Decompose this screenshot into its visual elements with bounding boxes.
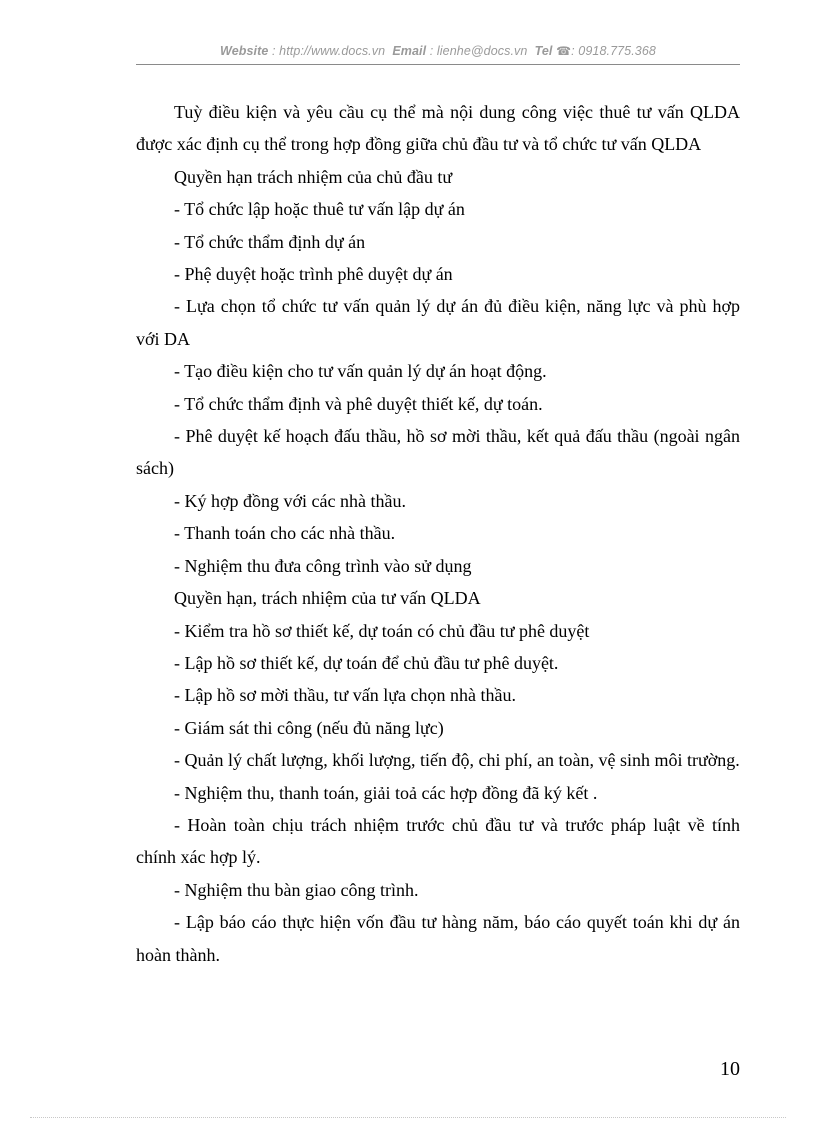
paragraph: - Thanh toán cho các nhà thầu. [174,523,396,544]
paragraph: - Phê duyệt kế hoạch đấu thầu, hồ sơ mời thầu, kết quả đấu thầu (ngoài ngân sách) [136,426,740,479]
paragraph: - Tổ chức thẩm định và phê duyệt thiết kế, dự toán. [174,393,543,414]
paragraph: - Hoàn toàn chịu trách nhiệm trước chủ đầu tư và trước pháp luật về tính chính xác hợp lý. [136,814,740,868]
paragraph: - Lập hồ sơ thiết kế, dự toán để chủ đầu tư phê duyệt. [174,652,559,673]
tel-label: Tel [534,44,553,58]
paragraph: - Tổ chức thẩm định dự án [174,231,366,252]
telephone-icon: ☎ [556,44,572,58]
paragraph: - Tổ chức lập hoặc thuê tư vấn lập dự án [174,199,465,220]
email-value: : lienhe@docs.vn [429,44,528,58]
paragraph: - Tạo điều kiện cho tư vấn quản lý dự án hoạt động. [174,361,547,382]
tel-value: : 0918.775.368 [571,44,656,58]
paragraph: - Lựa chọn tổ chức tư vấn quản lý dự án đủ điều kiện, năng lực và phù hợp với DA [136,296,740,349]
paragraph: - Giám sát thi công (nếu đủ năng lực) [174,717,444,738]
page-header [136,44,740,58]
paragraph: - Kiểm tra hồ sơ thiết kế, dự toán có chủ đầu tư phê duyệt [174,620,590,641]
page-number: 10 [720,1058,740,1080]
paragraph: Quyền hạn trách nhiệm của chủ đầu tư [174,166,453,187]
bottom-divider [30,1117,786,1118]
paragraph: - Quản lý chất lượng, khối lượng, tiến độ, chi phí, an toàn, vệ sinh môi trường. [174,750,740,771]
website-value: : http://www.docs.vn [272,44,386,58]
paragraph: - Phệ duyệt hoặc trình phê duyệt dự án [174,264,453,285]
paragraph: - Lập hồ sơ mời thầu, tư vấn lựa chọn nhà thầu. [174,685,516,706]
paragraph: - Nghiệm thu đưa công trình vào sử dụng [174,555,472,576]
paragraph: - Lập báo cáo thực hiện vốn đầu tư hàng năm, báo cáo quyết toán khi dự án hoàn thành. [136,912,740,965]
website-label: Website [220,44,269,58]
paragraph: - Nghiệm thu bàn giao công trình. [174,879,419,900]
paragraph: Tuỳ điều kiện và yêu cầu cụ thể mà nội dung công việc thuê tư vấn QLDA được xác định cụ thể trong hợp đồng giữa chủ đầu tư và tổ chức tư vấn QLDA [136,102,740,155]
paragraph: - Ký hợp đồng với các nhà thầu. [174,490,406,511]
header-divider [136,64,740,65]
paragraph: Quyền hạn, trách nhiệm của tư vấn QLDA [174,588,481,609]
email-label: Email [392,44,427,58]
document-body [136,96,740,971]
paragraph: - Nghiệm thu, thanh toán, giải toả các hợp đồng đã ký kết . [174,782,598,803]
